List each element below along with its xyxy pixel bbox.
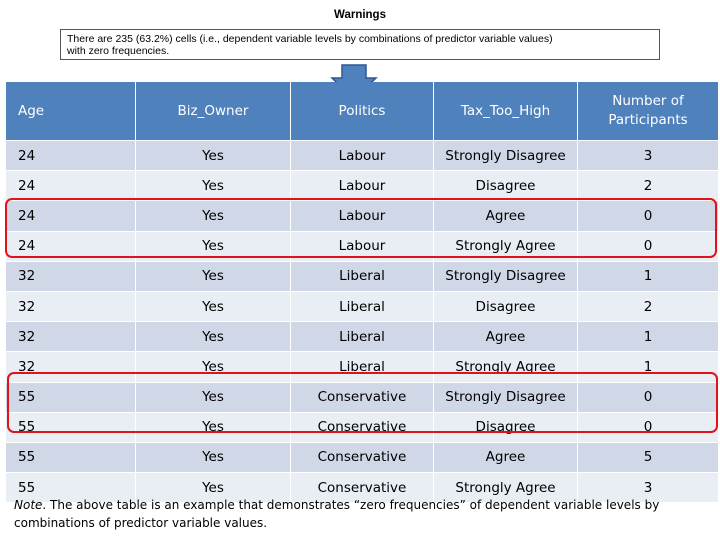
cell-age: 55 xyxy=(6,442,136,472)
cell-biz-owner: Yes xyxy=(136,171,291,201)
cell-biz-owner: Yes xyxy=(136,352,291,382)
cell-biz-owner: Yes xyxy=(136,473,291,503)
cell-politics: Conservative xyxy=(291,412,434,442)
table-row xyxy=(6,171,719,201)
cell-politics: Liberal xyxy=(291,261,434,291)
cell-biz-owner: Yes xyxy=(136,261,291,291)
cell-politics: Conservative xyxy=(291,382,434,412)
cell-politics: Labour xyxy=(291,231,434,261)
cell-biz-owner: Yes xyxy=(136,291,291,321)
note-label: Note xyxy=(14,498,43,512)
table-row xyxy=(6,291,719,321)
cell-participants: 1 xyxy=(578,261,719,291)
table-row xyxy=(6,442,719,472)
table-row xyxy=(6,231,719,261)
header-number-of-participants: Number of Participants xyxy=(578,82,719,141)
cell-age: 55 xyxy=(6,382,136,412)
cell-tax-too-high: Agree xyxy=(434,201,578,231)
cell-biz-owner: Yes xyxy=(136,322,291,352)
cell-participants: 2 xyxy=(578,291,719,321)
cell-participants: 0 xyxy=(578,382,719,412)
cell-biz-owner: Yes xyxy=(136,201,291,231)
table-row xyxy=(6,261,719,291)
header-politics: Politics xyxy=(291,82,434,141)
cell-participants: 3 xyxy=(578,473,719,503)
cell-participants: 2 xyxy=(578,171,719,201)
table-row xyxy=(6,382,719,412)
cell-politics: Labour xyxy=(291,201,434,231)
cell-age: 32 xyxy=(6,291,136,321)
warnings-message-line1: There are 235 (63.2%) cells (i.e., dependent variable levels by combinations of predictor variable values) xyxy=(67,33,553,45)
cell-participants: 1 xyxy=(578,352,719,382)
cell-participants: 0 xyxy=(578,231,719,261)
cell-politics: Labour xyxy=(291,141,434,171)
table-row xyxy=(6,412,719,442)
cell-age: 24 xyxy=(6,201,136,231)
cell-biz-owner: Yes xyxy=(136,382,291,412)
cell-age: 32 xyxy=(6,322,136,352)
cell-politics: Conservative xyxy=(291,442,434,472)
cell-tax-too-high: Disagree xyxy=(434,291,578,321)
cell-participants: 1 xyxy=(578,322,719,352)
cell-participants: 5 xyxy=(578,442,719,472)
cell-participants: 3 xyxy=(578,141,719,171)
cell-tax-too-high: Agree xyxy=(434,442,578,472)
table-row xyxy=(6,201,719,231)
cell-biz-owner: Yes xyxy=(136,442,291,472)
cell-tax-too-high: Strongly Disagree xyxy=(434,141,578,171)
cell-tax-too-high: Agree xyxy=(434,322,578,352)
cell-participants: 0 xyxy=(578,412,719,442)
table-header-row xyxy=(6,82,719,141)
cell-age: 32 xyxy=(6,352,136,382)
participants-table xyxy=(5,82,719,502)
cell-participants: 0 xyxy=(578,201,719,231)
cell-age: 24 xyxy=(6,171,136,201)
table-row xyxy=(6,141,719,171)
note-text: . The above table is an example that demonstrates “zero frequencies” of dependent variable levels by combinations of predictor variable values. xyxy=(14,498,660,530)
cell-biz-owner: Yes xyxy=(136,231,291,261)
cell-tax-too-high: Strongly Disagree xyxy=(434,261,578,291)
cell-tax-too-high: Disagree xyxy=(434,171,578,201)
cell-tax-too-high: Strongly Agree xyxy=(434,473,578,503)
header-age: Age xyxy=(6,82,136,141)
cell-age: 24 xyxy=(6,231,136,261)
cell-age: 32 xyxy=(6,261,136,291)
header-biz-owner: Biz_Owner xyxy=(136,82,291,141)
warnings-message-line2: with zero frequencies. xyxy=(67,45,170,57)
cell-age: 55 xyxy=(6,473,136,503)
cell-politics: Labour xyxy=(291,171,434,201)
cell-age: 24 xyxy=(6,141,136,171)
table-note xyxy=(14,496,714,532)
cell-politics: Liberal xyxy=(291,352,434,382)
cell-politics: Liberal xyxy=(291,291,434,321)
cell-biz-owner: Yes xyxy=(136,141,291,171)
warnings-message-box xyxy=(60,29,660,60)
header-tax-too-high: Tax_Too_High xyxy=(434,82,578,141)
cell-age: 55 xyxy=(6,412,136,442)
table-row xyxy=(6,352,719,382)
cell-tax-too-high: Disagree xyxy=(434,412,578,442)
cell-tax-too-high: Strongly Agree xyxy=(434,352,578,382)
cell-tax-too-high: Strongly Disagree xyxy=(434,382,578,412)
warnings-title: Warnings xyxy=(334,9,386,21)
table-row xyxy=(6,322,719,352)
cell-tax-too-high: Strongly Agree xyxy=(434,231,578,261)
cell-politics: Liberal xyxy=(291,322,434,352)
cell-biz-owner: Yes xyxy=(136,412,291,442)
cell-politics: Conservative xyxy=(291,473,434,503)
